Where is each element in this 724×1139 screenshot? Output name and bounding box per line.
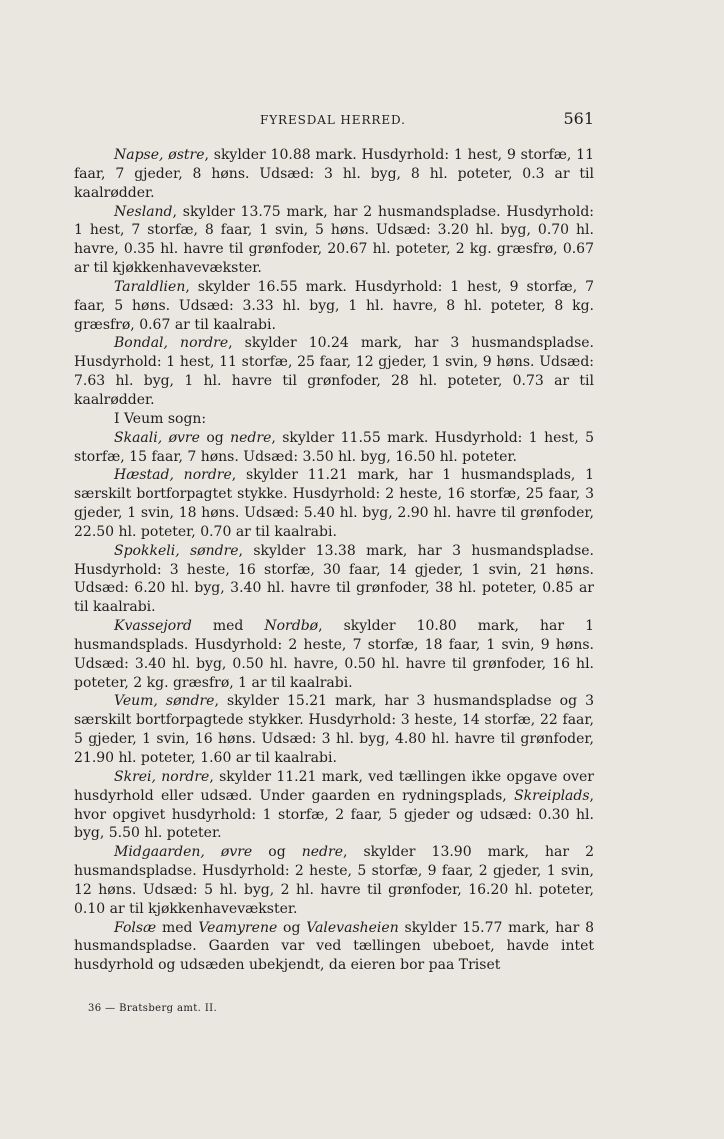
paragraph-text: , skylder 10.80 mark, har 1 husmandsplads. Husdyrhold: 2 heste, 7 storfæ, 18 faar, 1 svin, 9 høns. Udsæd: 3.40 hl. byg, 0.50 hl. havre, 0.50 hl. havre til grønfoder, 16 hl. poteter, 2 kg. græsfrø, 1 ar til kaalrabi. [74,618,594,691]
page-header [74,109,594,133]
paragraph-text: , skylder 11.21 mark, har 1 husmandsplads, 1 særskilt bortforpagtet stykke. Husdyrhold: 2 heste, 16 storfæ, 25 faar, 3 gjeder, 1 svin, 18 høns. Udsæd: 5.40 hl. byg, 2.90 hl. havre til grønfoder, 22.50 hl. poteter, 0.70 ar til kaalrabi. [74,467,594,540]
farm-name: Spokkeli, søndre [114,542,239,559]
paragraph-text: , skylder 10.88 mark. Husdyrhold: 1 hest, 9 storfæ, 11 faar, 7 gjeder, 8 høns. Udsæd: 3 hl. byg, 8 hl. poteter, 0.3 ar til kaalrødder. [74,147,594,201]
paragraph [74,146,594,203]
paragraph [74,334,594,409]
paragraph-text: , skylder 13.90 mark, har 2 husmandspladse. Husdyrhold: 2 heste, 5 storfæ, 9 faar, 2 gjeder, 1 svin, 12 høns. Udsæd: 5 hl. byg, 2 hl. havre til grønfoder, 16.20 hl. poteter, 0.10 ar til kjøkkenhavevækster. [74,844,594,917]
paragraph-text: med [191,618,265,635]
paragraph [74,617,594,692]
paragraph-text: , skylder 15.21 mark, har 3 husmandspladse og 3 særskilt bortforpagtede stykker. Husdyrhold: 3 heste, 14 storfæ, 22 faar, 5 gjeder, 1 svin, 16 høns. Udsæd: 3 hl. byg, 4.80 hl. havre til grønfoder, 21.90 hl. poteter, 1.60 ar til kaalrabi. [74,693,595,766]
paragraph-text: , skylder 13.75 mark, har 2 husmandspladse. Husdyrhold: 1 hest, 7 storfæ, 8 faar, 1 svin, 5 høns. Udsæd: 3.20 hl. byg, 0.70 hl. havre, 0.35 hl. havre til grønfoder, 20.67 hl. poteter, 2 kg. græsfrø, 0.67 ar til kjøkkenhavevækster. [74,203,594,277]
paragraph-text: , skylder 10.24 mark, har 3 husmandspladse. Husdyrhold: 1 hest, 11 storfæ, 25 faar, 12 gjeder, 1 svin, 9 høns. Udsæd: 7.63 hl. byg, 1 hl. havre til grønfoder, 28 hl. poteter, 0.73 ar til kaalrødder. [74,335,594,408]
paragraph [74,692,594,767]
paragraph-text: , skylder 11.55 mark. Husdyrhold: 1 hest, 5 storfæ, 15 faar, 7 høns. Udsæd: 3.50 hl. byg, 16.50 hl. poteter. [74,429,594,465]
farm-name: nedre [230,429,272,446]
farm-name: Nordbø [264,618,319,635]
farm-name: Nesland [114,203,173,220]
farm-name: Napse, østre [114,147,205,163]
farm-name: Skaali, øvre [114,429,200,446]
paragraph-text: , hvor opgivet husdyrhold: 1 storfæ, 2 faar, 5 gjeder og udsæd: 0.30 hl. byg, 5.50 hl. poteter. [74,787,594,842]
paragraph [74,203,594,278]
farm-name: Veum, søndre [114,693,215,710]
paragraph [74,466,594,541]
farm-name: Midgaarden, øvre [114,844,253,861]
farm-name: Taraldlien [114,278,186,295]
farm-name: Folsæ [114,919,157,936]
page-number: 561 [563,109,594,128]
farm-name: Kvassejord [114,618,192,635]
paragraph-text: , skylder 13.38 mark, har 3 husmandspladse. Husdyrhold: 3 heste, 16 storfæ, 30 faar, 14 gjeder, 1 svin, 21 høns. Udsæd: 6.20 hl. byg, 3.40 hl. havre til grønfoder, 38 hl. poteter, 0.85 ar til kaalrabi. [74,542,594,616]
paragraph-text: , skylder 16.55 mark. Husdyrhold: 1 hest, 9 storfæ, 7 faar, 5 høns. Udsæd: 3.33 hl. byg, 1 hl. havre, 8 hl. poteter, 8 kg. græsfrø, 0.67 ar til kaalrabi. [74,278,594,333]
body-text [74,146,594,975]
farm-name: Skrei, nordre [114,768,210,785]
farm-name: Veamyrene [198,919,278,936]
paragraph-text: og [252,844,302,861]
paragraph [74,919,594,976]
farm-name: Skreiplads [514,787,590,804]
farm-name: Hæstad, nordre [114,467,232,484]
paragraph [74,410,594,429]
paragraph [74,768,594,843]
paragraph [74,429,594,467]
paragraph-text: skylder 15.77 mark, har 8 husmandspladse. Gaarden var ved tællingen ubeboet, havde intet husdyrhold og udsæden ubekjendt, da eieren bor paa Triset [74,919,594,974]
running-head: FYRESDAL HERRED. [260,113,406,127]
paragraph [74,542,594,617]
paragraph [74,843,594,918]
printer-signature: 36 — Bratsberg amt. II. [88,1003,218,1014]
paragraph-text: , skylder 11.21 mark, ved tællingen ikke opgave over husdyrhold eller udsæd. Under gaarden en rydningsplads, [74,768,594,804]
farm-name: nedre [301,844,343,861]
paragraph [74,278,594,335]
farm-name: Bondal, nordre [114,335,229,352]
paragraph-text: og [277,919,307,936]
paragraph-text: og [199,429,231,446]
paragraph-text: I Veum sogn: [114,410,207,427]
paragraph-text: med [156,919,199,936]
farm-name: Valevasheien [306,919,399,936]
